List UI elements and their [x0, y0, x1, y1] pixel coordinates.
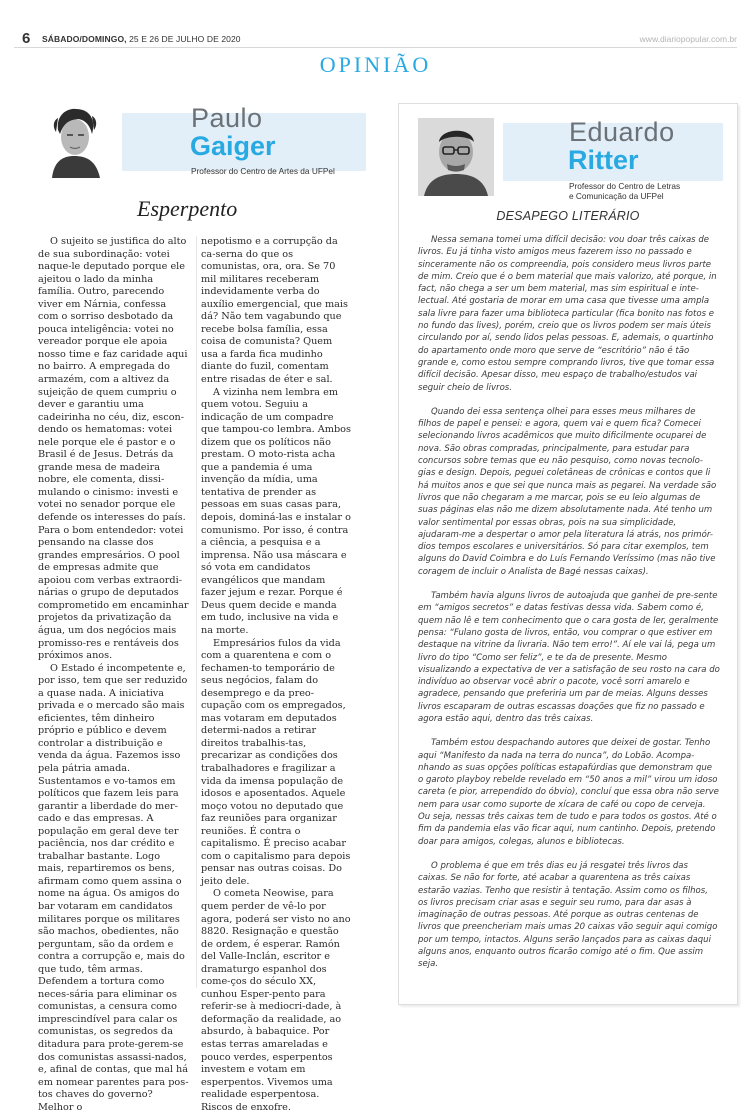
left-author-photo	[38, 104, 110, 178]
left-article-column-2	[201, 236, 352, 1114]
right-paragraph: Também estou despachando autores que deixei de gostar. Tenho aqui “Manifesto da nada na terra do nunca”, do Lobão. Acompa-nhando as suas opções políticas estapafúrdias que demonstram que o garoto playboy rebelde revelado em “50 anos a mil” virou um idoso careta (e pior, arrependido do óbvio), concluí que essa obra não serve nem para usar como suporte de xícara de café ou copo de cerveja. Ou seja, nessas três caixas tem de tudo e para todos os gostos. Até o fim da pandemia elas vão ficar aqui, num cantinho. Depois, pretendo doar para amigos, colegas, alunos e bibliotecas.	[418, 738, 719, 847]
left-paragraph: O sujeito se justifica do alto de sua subordinação: votei naque-le deputado porque ele ajeitou o lado da minha família. Outro, parecendo viver em Nárnia, confessa com o sorriso desbotado da pouca inteligência: votei no vereador porque ele apoia nosso time e faz caridade aqui no bairro. A empregada do armazém, com a altivez da sujeição de quem cumpriu o dever e garantiu uma cadeirinha no céu, diz, escon-dendo os hematomas: votei nele porque ele é pastor e o Brasil é de Jesus. Detrás da grande mesa de madeira nobre, ele comenta, dissi-mulando o cinismo: investi e votei no senador porque ele defende os interesses do país. Para o bom entendedor: votei pensando na classe dos grandes empresários. O pool de empresas admite que apoiou com verbas extraordi-nárias o grupo de deputados comprometido em encaminhar projetos da privatização da água, um dos negócios mais promisso-res e rentáveis dos próximos anos.	[38, 236, 189, 662]
edition-date-rest: 25 E 26 DE JULHO DE 2020	[126, 34, 241, 44]
right-author-role-line-2: e Comunicação da UFPel	[569, 191, 664, 201]
person-photo-icon	[418, 118, 494, 196]
left-paragraph: nepotismo e a corrupção da ca-serna do que os comunistas, ora, ora. Se 70 mil militares receberam indevidamente verba do auxílio emergencial, que mais dá? Não tem vagabundo que recebe bolsa família, essa coisa de comunista? Quem usa a farda fica mudinho diante do fuzil, comentam entre risadas de éter e sal.	[201, 236, 348, 386]
right-paragraph: Também havia alguns livros de autoajuda que ganhei de pre-sente em “amigos secretos” e datas festivas dessa vida. Sabem como é, quem não lê e tem conhecimento que o cara gosta de ler, geralmente pensa: “Fulano gosta de livros, então, vou comprar o que estiver em destaque na vitrine da livraria. Não tem erro!”. Aí ele vai lá, pega um livro do tipo “Como ser feliz”, e te da de presente. Mesmo visualizando a expectativa de ver a satisfação de seu rosto na cara do indivíduo ao observar você abrir o pacote, você sorri amarelo e agradece, pensando que preferiria um par de meias. Alguns desses livros escaparam de outras escassas doações que fiz no passado e agora estão aqui, dentro das três caixas.	[418, 591, 720, 724]
person-photo-icon	[38, 104, 110, 178]
section-title: OPINIÃO	[319, 52, 432, 77]
right-author-last-name: Ritter	[568, 145, 639, 175]
column-divider	[196, 236, 197, 988]
left-paragraph: O Estado é incompetente e, por isso, tem que ser reduzido a quase nada. A iniciativa privada e o mercado são mais eficientes, têm dinheiro próprio e público e devem controlar a distribuição e venda da água. Fazemos isso pela pátria amada. Sustentamos e vo-tamos em políticos que fazem leis para garantir a liberdade do mer-cado e das empresas. A população em geral deve ter paciência, nos dar crédito e trabalhar bastante. Logo mais, repartiremos os bens, afirmam como quem assina o nome na água. Os amigos do bar votaram em candidatos militares porque os militares são machos, obedientes, não perguntam, são da ordem e contra a corrupção e, mais do que tudo, têm armas. Defendem a tortura como neces-sária para eliminar os comunistas, a censura como imprescindível para calar os comunistas, os segredos da ditadura para prote-gerem-se dos comunistas assassi-nados, e, afinal de contas, que mal há em nomear parentes para pos-tos chaves do governo? Melhor o	[38, 662, 189, 1113]
left-author-role: Professor do Centro de Artes da UFPel	[191, 166, 335, 176]
right-author-role	[569, 181, 680, 201]
left-paragraph: O cometa Neowise, para quem perder de vê-lo por agora, poderá ser visto no ano 8820. Resignação e questão de ordem, é esperar. Ramón del Valle-Inclán, escritor e dramaturgo espanhol dos come-ços do século XX, cunhou Esper-pento para referir-se à mediocri-dade, à deformação da realidade, ao absurdo, à babaquice. Por estas terras amareladas e pouco verdes, esperpentos investem e votam em esperpentos. Vivemos uma realidade esperpentosa. Riscos de enxofre.	[201, 888, 351, 1113]
right-author-photo	[418, 118, 494, 196]
right-author-first-name: Eduardo	[569, 117, 675, 147]
left-paragraph: Empresários fulos da vida com a quarentena e com o fechamen-to temporário de seus negócios, falam do desemprego e da preo-cupação com os empregados, mas votaram em deputados determi-nados a retirar direitos trabalhis-tas, precarizar as condições dos trabalhadores e fragilizar a vida da imensa população de idosos e aposentados. Aquele moço votou no deputado que faz reuniões para organizar reuniões. É contra o capitalismo. É preciso acabar com o capitalismo para depois pensar nas outras coisas. Do jeito dele.	[201, 637, 351, 887]
header-divider	[14, 47, 737, 48]
right-paragraph: Quando dei essa sentença olhei para esses meus milhares de filhos de papel e pensei: e agora, quem vai e quem fica? Comecei selecionando livros acadêmicos que muito dificilmente ocuparei de nova. São obras compradas, principalmente, para estudar para concursos sobre temas que eu não pesquiso, como novas tecnolo-gias e design. Depois, peguei coletâneas de crônicas e contos que li há muitos anos e que sei que nunca mais as pegarei. Na verdade são livros que não chegaram a me marcar, pois se eu leio algumas de suas páginas elas não me dizem absolutamente nada. Até tenho um valor sentimental por essas obras, pois na sua simplicidade, ajudaram-me a despertar o amor pela literatura lá atrás, nos primór-dios tempos escolares e universitários. Só para citar exemplos, tem alguns do David Coimbra e do Luís Fernando Veríssimo (mas não tive coragem de incluir o Analista de Bagé nessas caixas).	[418, 406, 717, 577]
page-number: 6	[22, 30, 31, 47]
right-paragraph: Nessa semana tomei uma difícil decisão: vou doar três caixas de livros. Eu já tinha visto amigos meus fazerem isso no passado e sinceramente não os compreendia, pois considero meus livros parte de mim. Creio que é o bem material que mais valorizo, até porque, in fact, não chega a ser um bem material, mas sim espiritual e inte-lectual. Até gostaria de morar em uma casa que tivesse uma ampla sala livre para fazer uma biblioteca particular (fica bonito nas fotos e no fundo das lives), porém, creio que os livros podem ser mais úteis circulando por aí, sendo lidos pelas pessoas. E, ademais, o quartinho do apartamento onde moro que serve de “escritório” não é tão grande e, como estou sempre comprando livros, tive que tomar essa difícil decisão. Apesar disso, meu espaço de trabalho/estudos vai seguir cheio de livros.	[418, 235, 717, 393]
right-paragraph: O problema é que em três dias eu já resgatei três livros das caixas. Se não for forte, até acabar a quarentena as três caixas estarão vazias. Tenho que resistir à tentação. Assim como os filhos, os livros precisam criar asas e seguir seu rumo, para dar asas à imaginação de outras pessoas. Até porque as outras centenas de livros que preencheriam mais umas 20 caixas vão seguir aqui comigo por um tempo, intactos. Alguns serão lançados para as caixas daqui alguns anos, enquanto outros ficarão comigo até o fim. Que assim seja.	[418, 860, 718, 970]
left-article-column-1	[38, 236, 189, 1114]
left-author-last-name: Gaiger	[190, 131, 276, 161]
edition-date-days: SÁBADO/DOMINGO,	[42, 34, 127, 44]
right-article-title: DESAPEGO LITERÁRIO	[496, 209, 640, 223]
right-article-body	[418, 234, 720, 983]
left-paragraph: A vizinha nem lembra em quem votou. Seguiu a indicação de um compadre que tampou-co lembra. Ambos dizem que os políticos não prestam. O moto-rista acha que a pandemia é uma invenção da mídia, uma tentativa de prender as pessoas em suas casas para, depois, dominá-las e instalar o comunismo. Por isso, é contra a ciência, a pesquisa e a imprensa. Não usa máscara e só vota em candidatos evangélicos que mandam fazer jejum e rezar. Porque é Deus quem decide e manda em tudo, inclusive na vida e na morte.	[201, 386, 351, 636]
edition-date	[42, 34, 241, 44]
site-url[interactable]: www.diariopopular.com.br	[639, 34, 737, 44]
left-article-title: Esperpento	[137, 196, 238, 221]
right-author-role-line-1: Professor do Centro de Letras	[569, 181, 681, 191]
left-author-first-name: Paulo	[191, 103, 263, 133]
top-bar	[14, 30, 737, 48]
